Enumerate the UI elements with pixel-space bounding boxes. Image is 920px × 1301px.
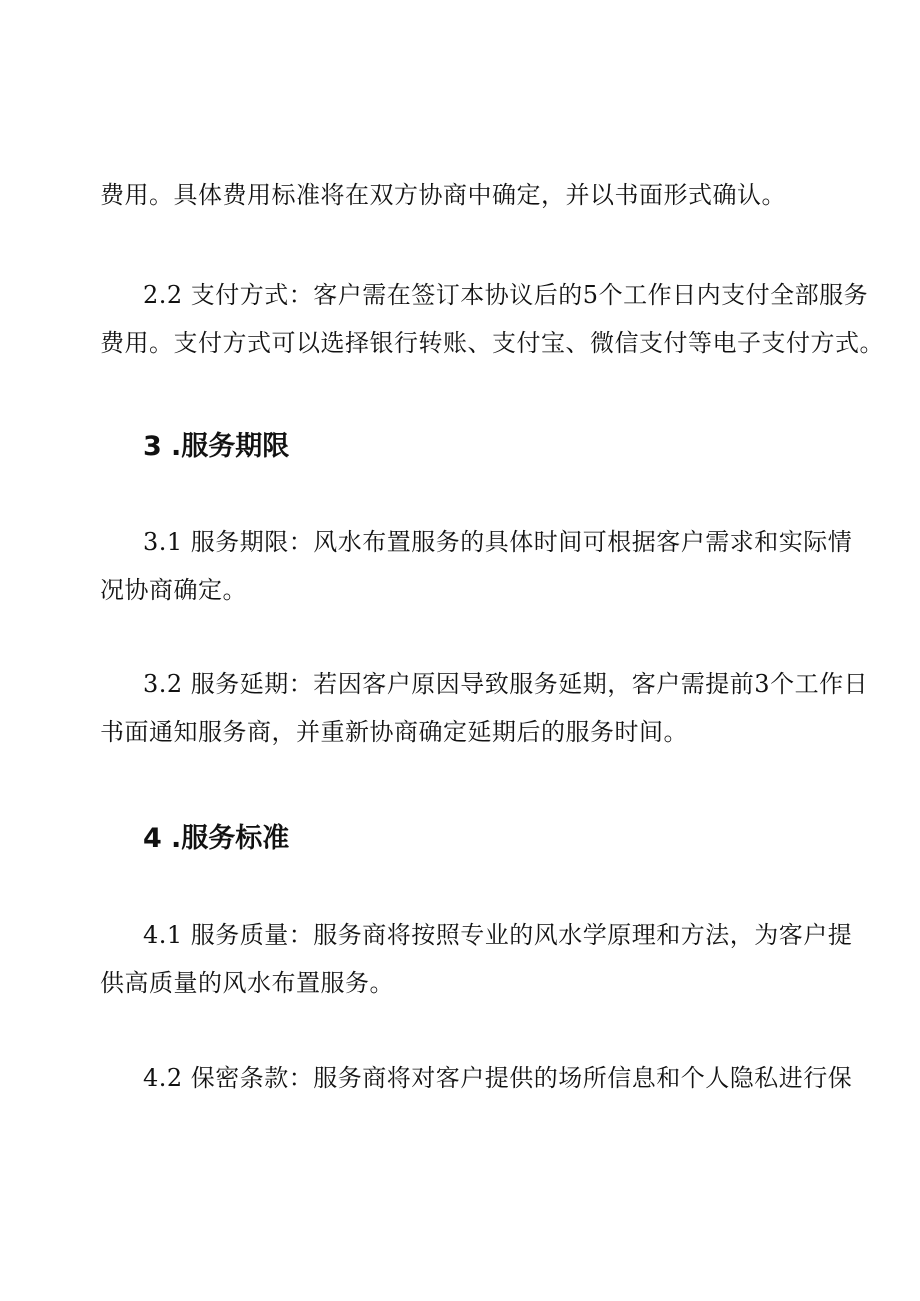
clause-3-2-line-1: 3.2 服务延期：若因客户原因导致服务延期，客户需提前3个工作日 (143, 670, 869, 698)
section-4-number: 4 (143, 823, 162, 854)
clause-2-2-line-1: 2.2 支付方式：客户需在签订本协议后的5个工作日内支付全部服务 (143, 281, 869, 309)
section-3-title: .服务期限 (171, 431, 290, 462)
clause-3-2-line-2: 书面通知服务商，并重新协商确定延期后的服务时间。 (100, 718, 688, 746)
clause-2-2-line-2: 费用。支付方式可以选择银行转账、支付宝、微信支付等电子支付方式。 (100, 329, 884, 357)
section-3-heading (143, 430, 289, 464)
section-4-title: .服务标准 (171, 823, 290, 854)
clause-3-1-line-2: 况协商确定。 (100, 576, 247, 604)
clause-4-1-line-2: 供高质量的风水布置服务。 (100, 969, 394, 997)
clause-4-1-line-1: 4.1 服务质量：服务商将按照专业的风水学原理和方法，为客户提 (143, 921, 853, 949)
section-3-number: 3 (143, 431, 162, 462)
clause-3-1-line-1: 3.1 服务期限：风水布置服务的具体时间可根据客户需求和实际情 (143, 528, 853, 556)
clause-4-2-line-1: 4.2 保密条款：服务商将对客户提供的场所信息和个人隐私进行保 (143, 1064, 853, 1092)
section-4-heading (143, 822, 289, 856)
paragraph-fee-standard: 费用。具体费用标准将在双方协商中确定，并以书面形式确认。 (100, 181, 786, 209)
